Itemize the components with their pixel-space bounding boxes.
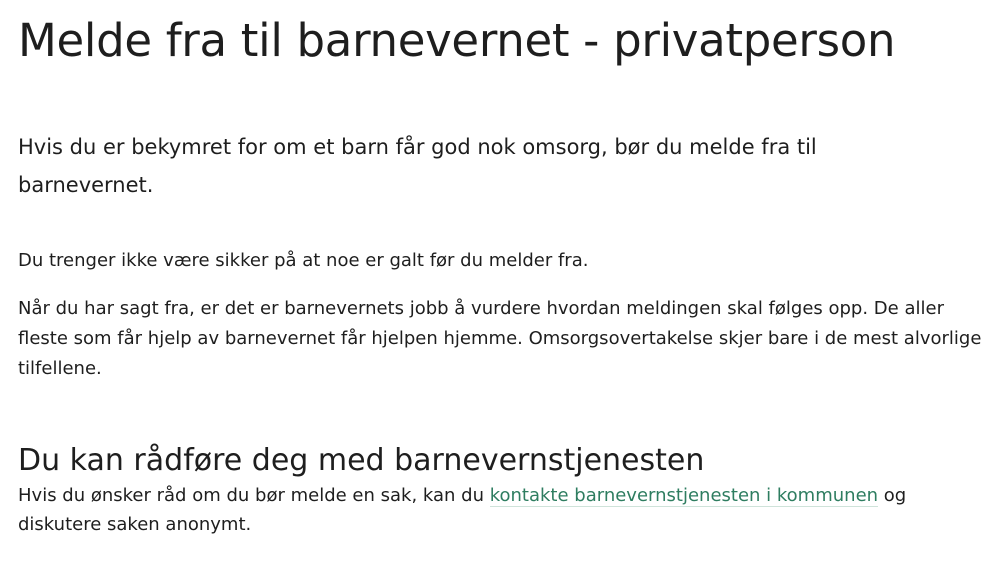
lead-paragraph: Hvis du er bekymret for om et barn får god nok omsorg, bør du melde fra til barnevernet. (18, 135, 817, 197)
section-text-before-link: Hvis du ønsker råd om du bør melde en sak, kan du (18, 485, 490, 506)
page-title: Melde fra til barnevernet - privatperson (18, 14, 896, 67)
section-text-after-link: og diskutere saken anonymt. (18, 485, 907, 535)
contact-municipality-link[interactable]: kontakte barnevernstjenesten i kommunen (489, 485, 879, 506)
body-paragraph-1: Du trenger ikke være sikker på at noe er galt før du melder fra. (18, 250, 589, 271)
section-heading: Du kan rådføre deg med barnevernstjenesten (18, 443, 705, 478)
body-paragraph-2: Når du har sagt fra, er det er barnevernets jobb å vurdere hvordan meldingen skal følges opp. De aller fleste som får hjelp av barnevernet får hjelpen hjemme. Omsorgsovertakelse skjer bare i de mest alvorlige tilfellene. (18, 298, 982, 379)
section-paragraph (18, 481, 982, 539)
